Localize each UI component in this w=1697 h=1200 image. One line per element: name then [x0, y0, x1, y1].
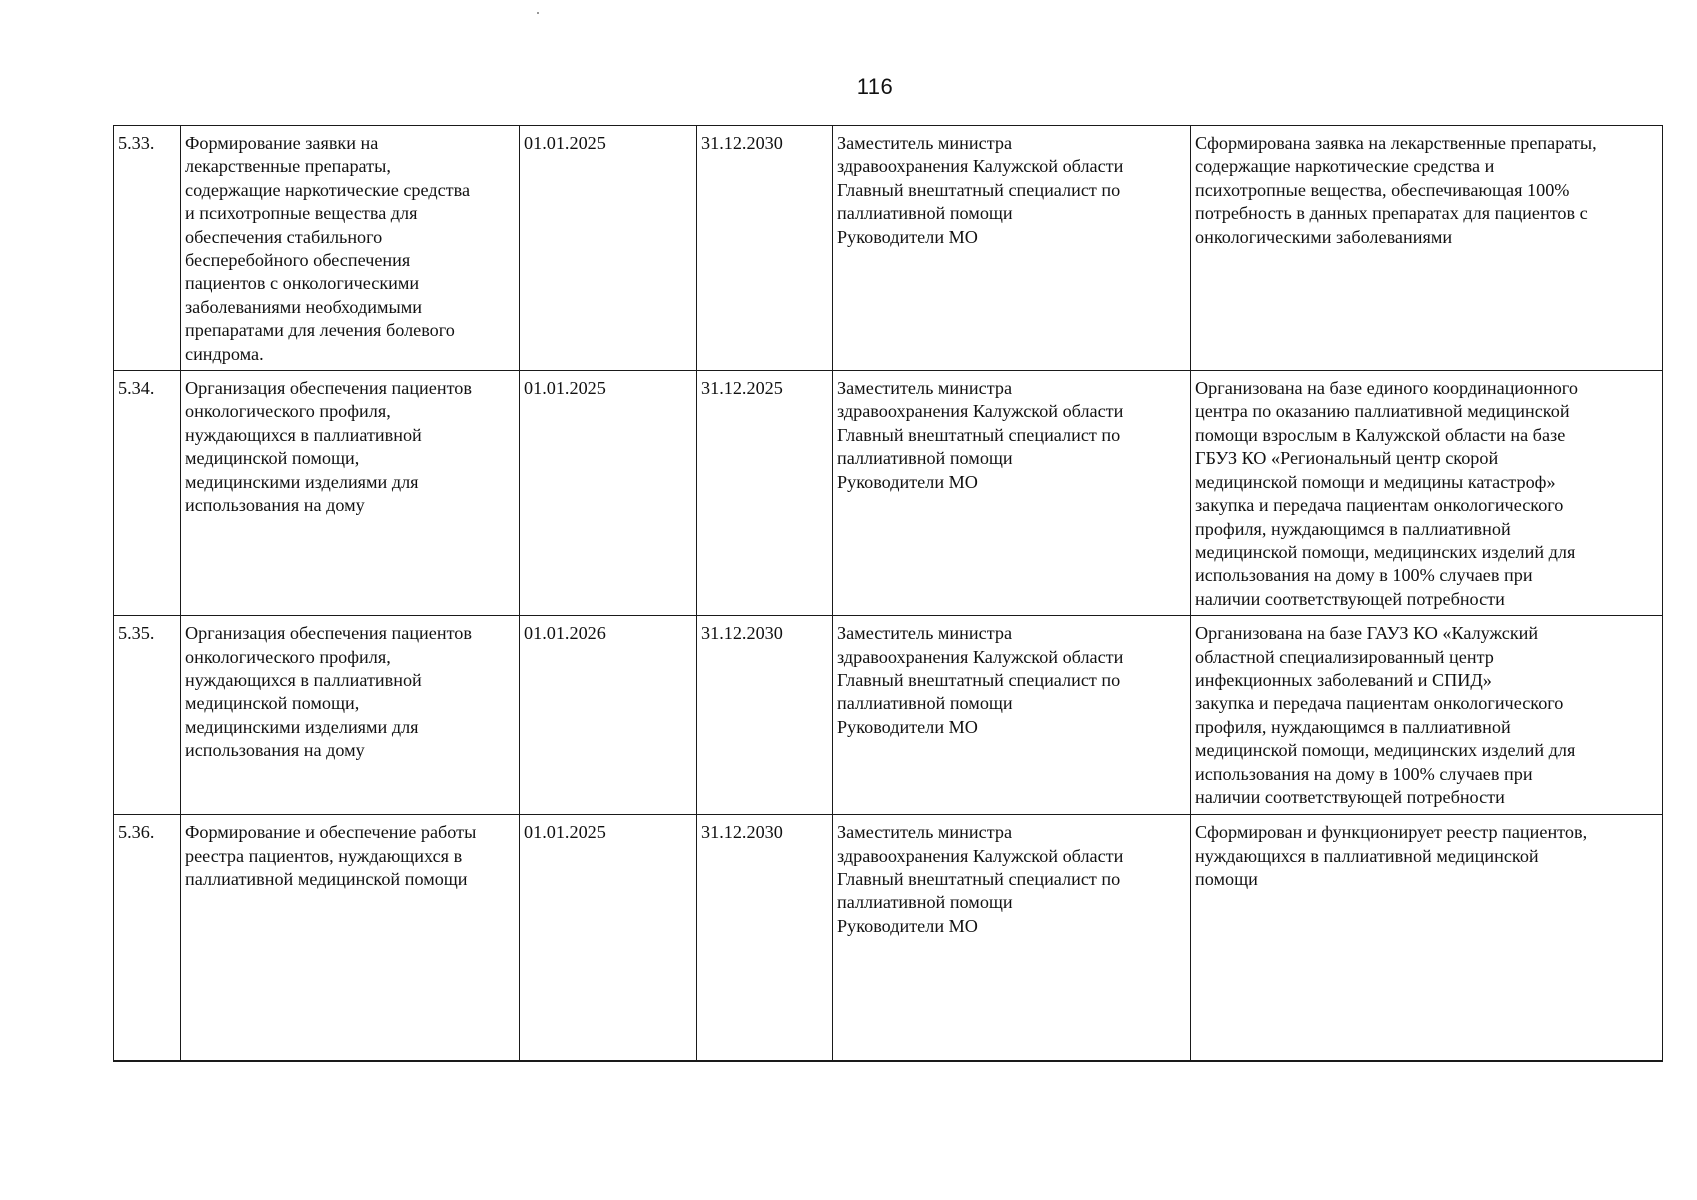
- description-line: пациентов с онкологическими: [185, 273, 420, 294]
- end-date-cell: [697, 616, 833, 815]
- description-line: онкологического профиля,: [185, 401, 391, 422]
- result-cell: [1191, 616, 1663, 815]
- result-line: медицинской помощи, медицинских изделий для: [1195, 541, 1576, 562]
- result-line: наличии соответствующей потребности: [1195, 588, 1505, 609]
- description-line: реестра пациентов, нуждающихся в: [185, 845, 463, 866]
- description-line: синдрома.: [185, 343, 264, 364]
- result-line: наличии соответствующей потребности: [1195, 786, 1505, 807]
- table-row: [114, 126, 1663, 371]
- table-row: [114, 815, 1663, 1062]
- result-line: закупка и передача пациентам онкологического: [1195, 693, 1564, 714]
- result-line: медицинской помощи, медицинских изделий для: [1195, 740, 1576, 761]
- responsible-line: здравоохранения Калужской области: [837, 401, 1124, 422]
- start-date: 01.01.2025: [524, 822, 606, 843]
- table-row: [114, 616, 1663, 815]
- responsible-cell: [833, 126, 1191, 371]
- measure-description-cell: [181, 815, 520, 1062]
- result-line: помощи: [1195, 868, 1258, 889]
- description-line: медицинской помощи,: [185, 693, 360, 714]
- result-line: использования на дому в 100% случаев при: [1195, 763, 1533, 784]
- description-line: препаратами для лечения болевого: [185, 320, 455, 341]
- scan-speck: [537, 12, 539, 14]
- description-line: онкологического профиля,: [185, 646, 391, 667]
- responsible-line: паллиативной помощи: [837, 892, 1013, 913]
- result-cell: [1191, 126, 1663, 371]
- measures-table: [113, 125, 1663, 1062]
- description-line: медицинскими изделиями для: [185, 471, 419, 492]
- description-line: содержащие наркотические средства: [185, 179, 471, 200]
- start-date: 01.01.2026: [524, 623, 606, 644]
- result-line: медицинской помощи и медицины катастроф»: [1195, 471, 1556, 492]
- result-line: потребность в данных препаратах для пациентов с: [1195, 203, 1588, 224]
- item-number-cell: [114, 815, 181, 1062]
- end-date: 31.12.2025: [701, 378, 783, 399]
- item-number: 5.36.: [118, 822, 155, 843]
- responsible-line: здравоохранения Калужской области: [837, 156, 1124, 177]
- measure-description-cell: [181, 126, 520, 371]
- description-line: Организация обеспечения пациентов: [185, 378, 472, 399]
- responsible-line: паллиативной помощи: [837, 693, 1013, 714]
- responsible-line: Главный внештатный специалист по: [837, 669, 1121, 690]
- end-date-cell: [697, 126, 833, 371]
- responsible-line: Заместитель министра: [837, 378, 1013, 399]
- start-date-cell: [520, 815, 697, 1062]
- end-date: 31.12.2030: [701, 623, 783, 644]
- end-date-cell: [697, 815, 833, 1062]
- result-line: профиля, нуждающимся в паллиативной: [1195, 716, 1511, 737]
- responsible-line: паллиативной помощи: [837, 448, 1013, 469]
- description-line: использования на дому: [185, 495, 365, 516]
- description-line: Формирование и обеспечение работы: [185, 822, 477, 843]
- item-number: 5.34.: [118, 378, 155, 399]
- result-line: закупка и передача пациентам онкологического: [1195, 495, 1564, 516]
- result-line: ГБУЗ КО «Региональный центр скорой: [1195, 448, 1499, 469]
- result-line: нуждающихся в паллиативной медицинской: [1195, 845, 1539, 866]
- description-line: использования на дому: [185, 740, 365, 761]
- responsible-line: паллиативной помощи: [837, 203, 1013, 224]
- result-line: онкологическими заболеваниями: [1195, 226, 1453, 247]
- measure-description-cell: [181, 616, 520, 815]
- start-date: 01.01.2025: [524, 378, 606, 399]
- result-line: областной специализированный центр: [1195, 646, 1494, 667]
- description-line: Организация обеспечения пациентов: [185, 623, 472, 644]
- responsible-line: Заместитель министра: [837, 133, 1013, 153]
- result-cell: [1191, 371, 1663, 616]
- measure-description-cell: [181, 371, 520, 616]
- result-line: содержащие наркотические средства и: [1195, 156, 1495, 177]
- responsible-line: здравоохранения Калужской области: [837, 646, 1124, 667]
- start-date-cell: [520, 371, 697, 616]
- responsible-line: Главный внештатный специалист по: [837, 424, 1121, 445]
- responsible-line: Руководители МО: [837, 471, 978, 492]
- responsible-line: Заместитель министра: [837, 623, 1013, 644]
- responsible-line: Руководители МО: [837, 226, 978, 247]
- description-line: бесперебойного обеспечения: [185, 250, 411, 271]
- end-date: 31.12.2030: [701, 133, 783, 153]
- end-date-cell: [697, 371, 833, 616]
- responsible-cell: [833, 815, 1191, 1062]
- responsible-cell: [833, 616, 1191, 815]
- result-line: Организована на базе ГАУЗ КО «Калужский: [1195, 623, 1539, 644]
- result-line: профиля, нуждающимся в паллиативной: [1195, 518, 1511, 539]
- responsible-line: Главный внештатный специалист по: [837, 179, 1121, 200]
- description-line: Формирование заявки на: [185, 133, 379, 153]
- result-line: помощи взрослым в Калужской области на базе: [1195, 424, 1566, 445]
- item-number: 5.35.: [118, 623, 155, 644]
- result-cell: [1191, 815, 1663, 1062]
- description-line: нуждающихся в паллиативной: [185, 669, 422, 690]
- item-number-cell: [114, 616, 181, 815]
- responsible-line: Заместитель министра: [837, 822, 1013, 843]
- description-line: нуждающихся в паллиативной: [185, 424, 422, 445]
- description-line: лекарственные препараты,: [185, 156, 391, 177]
- start-date-cell: [520, 616, 697, 815]
- responsible-line: здравоохранения Калужской области: [837, 845, 1124, 866]
- description-line: и психотропные вещества для: [185, 203, 418, 224]
- result-line: Сформирована заявка на лекарственные препараты,: [1195, 133, 1597, 153]
- item-number: 5.33.: [118, 133, 155, 153]
- item-number-cell: [114, 126, 181, 371]
- table-row: [114, 371, 1663, 616]
- description-line: медицинскими изделиями для: [185, 716, 419, 737]
- description-line: медицинской помощи,: [185, 448, 360, 469]
- result-line: использования на дому в 100% случаев при: [1195, 565, 1533, 586]
- start-date: 01.01.2025: [524, 133, 606, 153]
- start-date-cell: [520, 126, 697, 371]
- responsible-line: Руководители МО: [837, 915, 978, 936]
- responsible-line: Главный внештатный специалист по: [837, 868, 1121, 889]
- description-line: паллиативной медицинской помощи: [185, 868, 468, 889]
- end-date: 31.12.2030: [701, 822, 783, 843]
- result-line: инфекционных заболеваний и СПИД»: [1195, 669, 1492, 690]
- result-line: Организована на базе единого координационного: [1195, 378, 1578, 399]
- result-line: Сформирован и функционирует реестр пациентов,: [1195, 822, 1588, 843]
- description-line: заболеваниями необходимыми: [185, 296, 422, 317]
- result-line: центра по оказанию паллиативной медицинской: [1195, 401, 1570, 422]
- result-line: психотропные вещества, обеспечивающая 100%: [1195, 179, 1570, 200]
- item-number-cell: [114, 371, 181, 616]
- responsible-line: Руководители МО: [837, 716, 978, 737]
- responsible-cell: [833, 371, 1191, 616]
- description-line: обеспечения стабильного: [185, 226, 383, 247]
- page-number: 116: [856, 74, 894, 99]
